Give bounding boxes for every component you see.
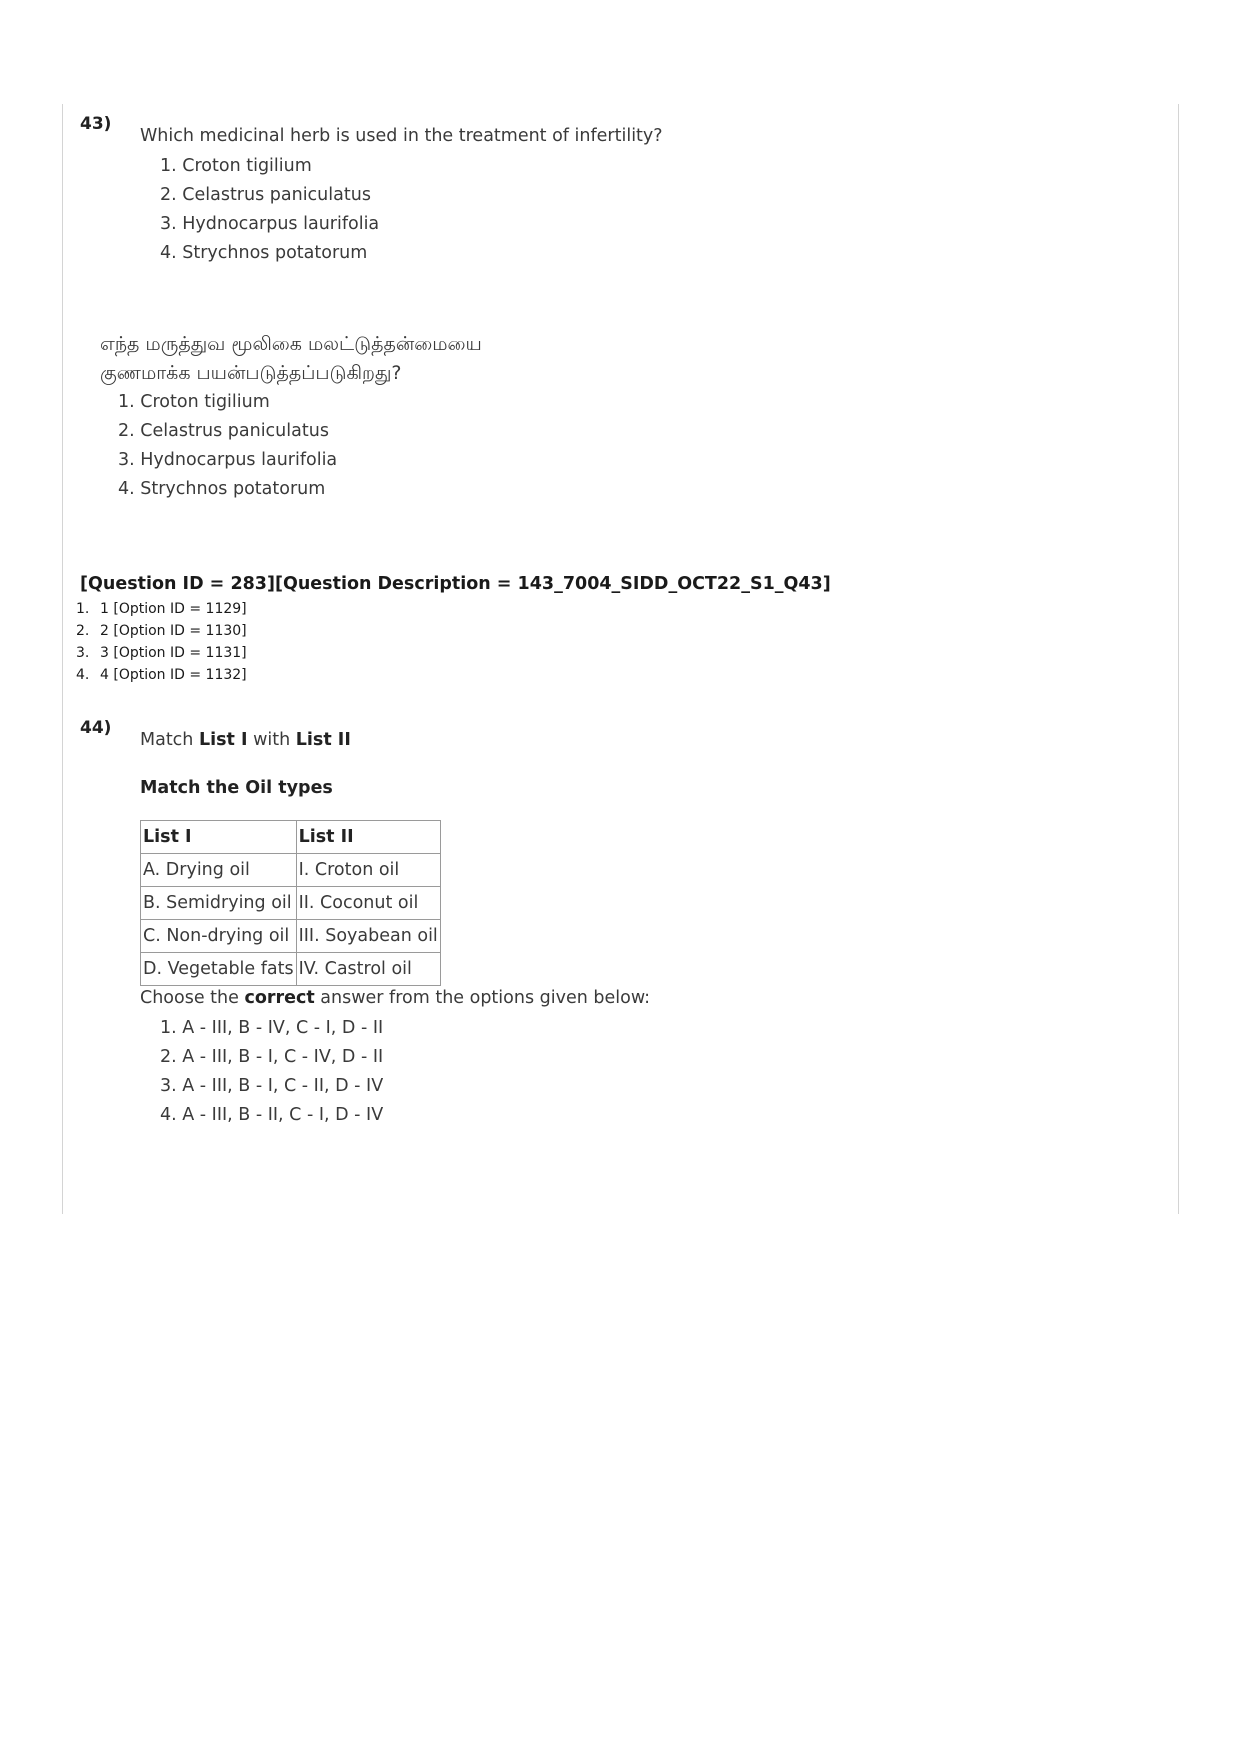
option-id-text: 1 [Option ID = 1129]	[100, 601, 247, 617]
option-item: 1. A - III, B - IV, C - I, D - II	[160, 1018, 384, 1038]
option-id-text: 4 [Option ID = 1132]	[100, 667, 247, 683]
option-item: 2. A - III, B - I, C - IV, D - II	[160, 1047, 384, 1067]
question-44-choose-instruction	[140, 988, 650, 1008]
option-id-index: 3.	[76, 645, 90, 661]
table-cell: D. Vegetable fats	[141, 953, 297, 986]
option-id-index: 1.	[76, 601, 90, 617]
table-cell: A. Drying oil	[141, 854, 297, 887]
table-cell: II. Coconut oil	[296, 887, 440, 920]
question-43-options-english	[160, 152, 379, 268]
table-header-cell: List I	[141, 821, 297, 854]
choose-suffix: answer from the options given below:	[314, 988, 651, 1008]
option-id-index: 4.	[76, 667, 90, 683]
question-43-text-english: Which medicinal herb is used in the treatment of infertility?	[140, 126, 663, 146]
choose-bold: correct	[244, 988, 315, 1008]
with-word: with	[247, 730, 296, 750]
option-id-index: 2.	[76, 623, 90, 639]
list1-label: List I	[198, 730, 248, 750]
question-43-option-ids	[76, 598, 247, 686]
table-cell: I. Croton oil	[296, 854, 440, 887]
option-id-item	[76, 620, 247, 642]
list2-label: List II	[295, 730, 351, 750]
option-id-text: 2 [Option ID = 1130]	[100, 623, 247, 639]
option-item: 3. A - III, B - I, C - II, D - IV	[160, 1076, 384, 1096]
page-frame-right-border	[1178, 104, 1179, 1214]
option-id-item	[76, 642, 247, 664]
table-row	[141, 920, 441, 953]
question-43-text-tamil-line2: குணமாக்க பயன்படுத்தப்படுகிறது?	[100, 362, 402, 384]
table-cell: III. Soyabean oil	[296, 920, 440, 953]
table-header-cell: List II	[296, 821, 440, 854]
question-44-instruction	[140, 730, 351, 750]
option-item: 4. Strychnos potatorum	[118, 479, 326, 499]
option-item: 4. Strychnos potatorum	[160, 243, 368, 263]
match-prefix: Match	[140, 730, 199, 750]
option-id-text: 3 [Option ID = 1131]	[100, 645, 247, 661]
table-row	[141, 854, 441, 887]
option-item: 2. Celastrus paniculatus	[118, 421, 329, 441]
table-header-row	[141, 821, 441, 854]
table-cell: IV. Castrol oil	[296, 953, 440, 986]
match-table	[140, 820, 441, 986]
table-row	[141, 887, 441, 920]
page-frame-left-border	[62, 104, 63, 1214]
question-43-options-tamil	[118, 388, 337, 504]
choose-prefix: Choose the	[140, 988, 245, 1008]
option-item: 4. A - III, B - II, C - I, D - IV	[160, 1105, 384, 1125]
option-id-item	[76, 664, 247, 686]
question-44-number: 44)	[80, 718, 112, 738]
question-44-subtitle: Match the Oil types	[140, 778, 333, 798]
option-id-item	[76, 598, 247, 620]
table-row	[141, 953, 441, 986]
table-cell: B. Semidrying oil	[141, 887, 297, 920]
question-44-options	[160, 1014, 383, 1130]
option-item: 2. Celastrus paniculatus	[160, 185, 371, 205]
option-item: 3. Hydnocarpus laurifolia	[118, 450, 338, 470]
question-43-text-tamil-line1: எந்த மருத்துவ மூலிகை மலட்டுத்தன்மையை	[100, 333, 482, 355]
option-item: 1. Croton tigilium	[118, 392, 270, 412]
option-item: 1. Croton tigilium	[160, 156, 312, 176]
question-43-metadata: [Question ID = 283][Question Description = 143_7004_SIDD_OCT22_S1_Q43]	[80, 574, 831, 594]
option-item: 3. Hydnocarpus laurifolia	[160, 214, 380, 234]
table-cell: C. Non-drying oil	[141, 920, 297, 953]
question-43-number: 43)	[80, 114, 112, 134]
